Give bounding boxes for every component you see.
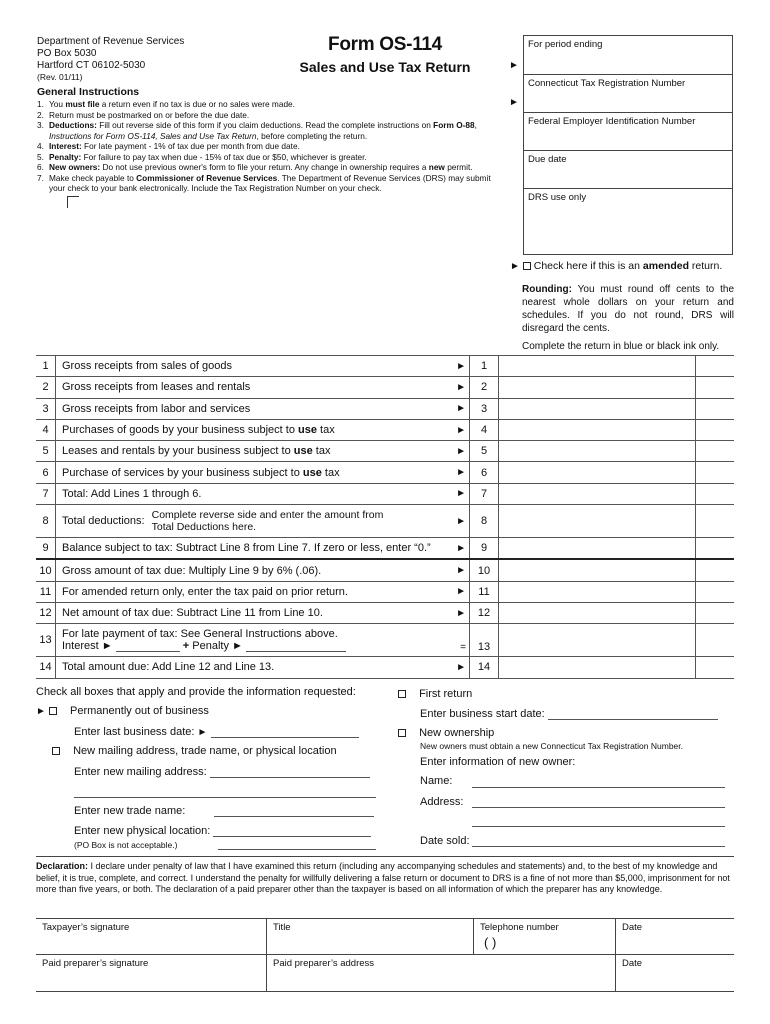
- instruction-number: 2.: [37, 109, 44, 120]
- line-amount-field[interactable]: [499, 419, 696, 440]
- preparer-signature-field[interactable]: [36, 955, 267, 991]
- signature-row-1: [36, 918, 734, 955]
- line-description: Purchases of goods by your business subject to use tax: [56, 419, 453, 440]
- line-number: 2: [36, 377, 56, 398]
- instruction-item: [37, 173, 507, 194]
- instruction-number: 7.: [37, 172, 44, 183]
- new-ownership-row: [398, 727, 494, 739]
- arrow-icon: ►: [197, 727, 208, 738]
- amended-row: [510, 260, 722, 272]
- preparer-signature-label: Paid preparer’s signature: [42, 958, 149, 969]
- rounding-text: You must round off cents to the nearest whole dollars on your return and schedules. If you do not round, DRS will disregard the cents.: [522, 284, 734, 334]
- drs-use-box: [523, 188, 733, 255]
- owner-address-label: Address:: [420, 796, 464, 808]
- arrow-icon: ►: [452, 462, 470, 483]
- owner-address-field[interactable]: [472, 807, 725, 808]
- instruction-number: 3.: [37, 120, 44, 130]
- line-amount-field[interactable]: [499, 377, 696, 398]
- tax-line-row: [36, 419, 734, 440]
- last-business-date-field[interactable]: [211, 737, 359, 738]
- telephone-label: Telephone number: [480, 922, 559, 933]
- arrow-icon: ►: [452, 538, 470, 560]
- line-ref: 3: [470, 398, 499, 419]
- line-amount-field[interactable]: [499, 483, 696, 504]
- line-cents-field[interactable]: [696, 559, 735, 581]
- line-cents-field[interactable]: [696, 483, 735, 504]
- tax-line-row: [36, 602, 734, 623]
- tax-line-row: [36, 505, 734, 538]
- last-business-date-label: Enter last business date:: [74, 726, 195, 738]
- preparer-address-label: Paid preparer’s address: [273, 958, 375, 969]
- line-amount-field[interactable]: [499, 624, 696, 657]
- line-cents-field[interactable]: [696, 377, 735, 398]
- amended-bold: amended: [642, 260, 689, 272]
- line-number: 10: [36, 559, 56, 581]
- line-cents-field[interactable]: [696, 581, 735, 602]
- phone-parens: ( ): [484, 935, 497, 950]
- ink-note: Complete the return in blue or black ink only.: [522, 341, 720, 352]
- penalty-label: Penalty ►: [192, 640, 243, 653]
- first-return-row: [398, 688, 472, 700]
- instruction-number: 1.: [37, 99, 44, 109]
- new-physical-field-2[interactable]: [218, 849, 376, 850]
- instruction-text: New owners: Do not use previous owner's form to file your return. Any change in ownership requires a new permit.: [49, 162, 473, 172]
- instruction-text: Penalty: For failure to pay tax when due - 15% of tax due or $50, whichever is greater.: [49, 151, 367, 162]
- tax-line-row: [36, 624, 734, 657]
- tax-line-row: [36, 483, 734, 504]
- due-date-field[interactable]: [523, 150, 733, 188]
- line-description: Gross receipts from leases and rentals: [56, 377, 453, 398]
- line-ref: 1: [470, 356, 499, 377]
- instruction-item: [37, 120, 507, 141]
- line-ref: 7: [470, 483, 499, 504]
- line-number: 9: [36, 538, 56, 560]
- rounding-label: Rounding:: [522, 284, 572, 295]
- signature-row-2: [36, 954, 734, 992]
- amended-suffix: return.: [689, 260, 723, 272]
- instruction-number: 6.: [37, 162, 44, 172]
- tax-line-row: [36, 377, 734, 398]
- new-mailing-address-field[interactable]: [210, 777, 370, 778]
- line-amount-field[interactable]: [499, 398, 696, 419]
- line-description: Purchase of services by your business subject to use tax: [56, 462, 453, 483]
- line-cents-field[interactable]: [696, 657, 735, 678]
- instruction-item: [37, 141, 507, 152]
- line-description: Net amount of tax due: Subtract Line 11 from Line 10.: [56, 602, 453, 623]
- line-cents-field[interactable]: [696, 602, 735, 623]
- line-amount-field[interactable]: [499, 538, 696, 560]
- arrow-icon: ►: [452, 559, 470, 581]
- corner-bracket: [67, 196, 79, 208]
- line-description: Leases and rentals by your business subject to use tax: [56, 441, 453, 462]
- line-cents-field[interactable]: [696, 505, 735, 538]
- form-subtitle: Sales and Use Tax Return: [299, 59, 471, 75]
- line-description: For amended return only, enter the tax paid on prior return.: [56, 581, 453, 602]
- line-ref: 9: [470, 538, 499, 560]
- arrow-icon: ►: [452, 581, 470, 602]
- new-mailing-address-row: [74, 766, 370, 778]
- line-description: Total: Add Lines 1 through 6.: [56, 483, 453, 504]
- out-of-business-label: Permanently out of business: [70, 705, 209, 717]
- arrow-icon: ►: [510, 261, 520, 272]
- equals-sign: =: [452, 624, 470, 657]
- tax-line-row: [36, 356, 734, 377]
- line-description: Gross receipts from sales of goods: [56, 356, 453, 377]
- line-description: For late payment of tax: See General Instructions above. Interest ► + Penalty ►: [56, 624, 453, 657]
- first-return-label: First return: [419, 688, 473, 700]
- arrow-icon: ►: [452, 505, 470, 538]
- penalty-field[interactable]: [246, 651, 346, 652]
- line-cents-field[interactable]: [696, 462, 735, 483]
- last-business-date-row: [74, 726, 359, 738]
- owner-name-label: Name:: [420, 775, 453, 787]
- line-cents-field[interactable]: [696, 398, 735, 419]
- new-physical-field[interactable]: [213, 836, 371, 837]
- line-number: 11: [36, 581, 56, 602]
- new-trade-name-label: Enter new trade name:: [74, 805, 186, 817]
- line-ref: 5: [470, 441, 499, 462]
- instruction-item: [37, 99, 507, 110]
- line-description: Total deductions: Complete reverse side and enter the amount from Total Deductions here.: [56, 505, 453, 538]
- line-ref: 2: [470, 377, 499, 398]
- line-number: 8: [36, 505, 56, 538]
- arrow-icon: ►: [452, 602, 470, 623]
- tax-line-row: [36, 657, 734, 678]
- declaration-text: I declare under penalty of law that I have examined this return (including any accompanying schedules and statements) and, to the best of my knowledge and belief, it is true, complete, and correct. I understand the penalty for willfully delivering a false return or document to DRS is a fine of not more than $5,000, imprisonment for not more than five years, or both. The declaration of a paid preparer other than the taxpayer is based on all information of which the preparer has any knowledge.: [36, 861, 730, 894]
- tax-lines-table: [36, 355, 734, 679]
- arrow-icon: ►: [509, 60, 519, 71]
- dept-address: [37, 36, 184, 72]
- arrow-icon: ►: [36, 706, 46, 717]
- instructions-list: [37, 99, 507, 194]
- line-ref: 8: [470, 505, 499, 538]
- owner-name-field[interactable]: [472, 787, 725, 788]
- line-amount-field[interactable]: [499, 441, 696, 462]
- po-box-note: (PO Box is not acceptable.): [74, 840, 178, 850]
- new-mailing-address-field-2[interactable]: [74, 797, 376, 798]
- date-sold-label: Date sold:: [420, 835, 470, 847]
- line-cents-field[interactable]: [696, 441, 735, 462]
- tax-line-row: [36, 398, 734, 419]
- new-owner-note: New owners must obtain a new Connecticut Tax Registration Number.: [420, 741, 683, 751]
- ct-tax-reg-label: Connecticut Tax Registration Number: [528, 78, 686, 89]
- instruction-text: You must file a return even if no tax is due or no sales were made.: [49, 99, 295, 109]
- address-line: Hartford CT 06102-5030: [37, 60, 146, 71]
- owner-address-field-2[interactable]: [472, 826, 725, 827]
- interest-label: Interest ►: [62, 640, 113, 653]
- form-title: Form OS-114: [328, 34, 442, 55]
- new-physical-row: [74, 825, 371, 837]
- title-field[interactable]: [267, 919, 474, 955]
- new-trade-name-row: [74, 805, 374, 817]
- arrow-icon: ►: [452, 377, 470, 398]
- preparer-date-label: Date: [622, 958, 643, 969]
- line-ref: 6: [470, 462, 499, 483]
- line-number: 1: [36, 356, 56, 377]
- line-ref: 13: [470, 624, 499, 657]
- instruction-number: 4.: [37, 141, 44, 151]
- taxpayer-signature-field[interactable]: [36, 919, 267, 955]
- tax-line-row: [36, 441, 734, 462]
- new-mailing-checkbox[interactable]: [52, 747, 60, 755]
- line-number: 7: [36, 483, 56, 504]
- line-amount-field[interactable]: [499, 462, 696, 483]
- instruction-item: [37, 162, 507, 173]
- new-physical-label: Enter new physical location:: [74, 825, 211, 837]
- address-line: PO Box 5030: [37, 48, 97, 59]
- line-cents-field[interactable]: [696, 419, 735, 440]
- line-number: 6: [36, 462, 56, 483]
- line-cents-field[interactable]: [696, 538, 735, 560]
- new-ownership-label: New ownership: [419, 727, 495, 739]
- new-owner-info: Enter information of new owner:: [420, 756, 576, 768]
- line-amount-field[interactable]: [499, 657, 696, 678]
- ct-tax-reg-field[interactable]: [523, 74, 733, 112]
- date-label: Date: [622, 922, 643, 933]
- arrow-icon: ►: [509, 97, 519, 108]
- declaration-label: Declaration:: [36, 861, 89, 871]
- taxpayer-signature-label: Taxpayer’s signature: [42, 922, 130, 933]
- new-mailing-row: [52, 745, 337, 757]
- start-date-label: Enter business start date:: [420, 708, 545, 720]
- due-date-label: Due date: [528, 154, 567, 165]
- line-amount-field[interactable]: [499, 602, 696, 623]
- arrow-icon: ►: [452, 483, 470, 504]
- tax-line-row: [36, 462, 734, 483]
- address-line: Department of Revenue Services: [37, 36, 185, 47]
- line-ref: 14: [470, 657, 499, 678]
- telephone-field[interactable]: [474, 919, 616, 955]
- declaration: [36, 856, 734, 896]
- out-of-business-checkbox[interactable]: [49, 707, 57, 715]
- instruction-item: [37, 110, 507, 121]
- line-description: Balance subject to tax: Subtract Line 8 from Line 7. If zero or less, enter “0.”: [56, 538, 453, 560]
- line-amount-field[interactable]: [499, 356, 696, 377]
- line-cents-field[interactable]: [696, 356, 735, 377]
- line-number: 3: [36, 398, 56, 419]
- line-amount-field[interactable]: [499, 505, 696, 538]
- line-ref: 4: [470, 419, 499, 440]
- fein-label: Federal Employer Identification Number: [528, 116, 696, 127]
- rounding-note: [522, 283, 734, 335]
- line-description: Gross amount of tax due: Multiply Line 9 by 6% (.06).: [56, 559, 453, 581]
- arrow-icon: ►: [452, 441, 470, 462]
- form-title-block: [270, 34, 500, 75]
- line-ref: 12: [470, 602, 499, 623]
- line-description: Total amount due: Add Line 12 and Line 13.: [56, 657, 453, 678]
- revision: (Rev. 01/11): [37, 72, 83, 82]
- instruction-text: Deductions: Fill out reverse side of this form if you claim deductions. Read the complete instructions on Form O-88, Instructions for Form OS-114, Sales and Use Tax Return, before completing the return.: [49, 120, 477, 141]
- date-sold-field[interactable]: [472, 846, 725, 847]
- title-label: Title: [273, 922, 291, 933]
- line-ref: 10: [470, 559, 499, 581]
- instruction-text: Interest: For late payment - 1% of tax due per month from due date.: [49, 141, 300, 151]
- line-number: 13: [36, 624, 56, 657]
- interest-field[interactable]: [116, 651, 180, 652]
- line-number: 12: [36, 602, 56, 623]
- line-amount-field[interactable]: [499, 559, 696, 581]
- arrow-icon: ►: [452, 356, 470, 377]
- line-number: 5: [36, 441, 56, 462]
- start-date-row: [420, 708, 718, 720]
- new-mailing-address-label: Enter new mailing address:: [74, 766, 207, 778]
- checks-intro: Check all boxes that apply and provide the information requested:: [36, 686, 356, 698]
- period-ending-field[interactable]: [523, 35, 733, 74]
- line-amount-field[interactable]: [499, 581, 696, 602]
- instruction-text: Return must be postmarked on or before the due date.: [49, 109, 250, 120]
- preparer-date-field[interactable]: [616, 955, 734, 991]
- line-cents-field[interactable]: [696, 624, 735, 657]
- out-of-business-row: [36, 705, 209, 717]
- line-ref: 11: [470, 581, 499, 602]
- tax-line-row: [36, 581, 734, 602]
- period-ending-label: For period ending: [528, 39, 603, 50]
- drs-use-label: DRS use only: [528, 192, 587, 203]
- line-number: 4: [36, 419, 56, 440]
- amended-prefix: Check here if this is an: [533, 260, 643, 272]
- new-trade-name-field[interactable]: [214, 816, 374, 817]
- start-date-field[interactable]: [548, 719, 718, 720]
- arrow-icon: ►: [452, 657, 470, 678]
- instruction-number: 5.: [37, 151, 44, 162]
- arrow-icon: ►: [452, 398, 470, 419]
- preparer-address-field[interactable]: [267, 955, 616, 991]
- instruction-item: [37, 152, 507, 163]
- instructions-heading: General Instructions: [37, 86, 140, 98]
- amended-checkbox[interactable]: [523, 262, 531, 270]
- arrow-icon: ►: [452, 419, 470, 440]
- line-description: Gross receipts from labor and services: [56, 398, 453, 419]
- date-field[interactable]: [616, 919, 734, 955]
- new-mailing-label: New mailing address, trade name, or physical location: [73, 745, 337, 757]
- instruction-text: Make check payable to Commissioner of Revenue Services. The Department of Revenue Services (DRS) may submit your check to your bank electronically. Include the Tax Registration Number on your check.: [49, 172, 491, 193]
- first-return-checkbox[interactable]: [398, 690, 406, 698]
- new-ownership-checkbox[interactable]: [398, 729, 406, 737]
- line-sub-note: Complete reverse side and enter the amount from Total Deductions here.: [151, 509, 384, 534]
- tax-line-row: [36, 538, 734, 560]
- fein-field[interactable]: [523, 112, 733, 150]
- tax-line-row: [36, 559, 734, 581]
- line-number: 14: [36, 657, 56, 678]
